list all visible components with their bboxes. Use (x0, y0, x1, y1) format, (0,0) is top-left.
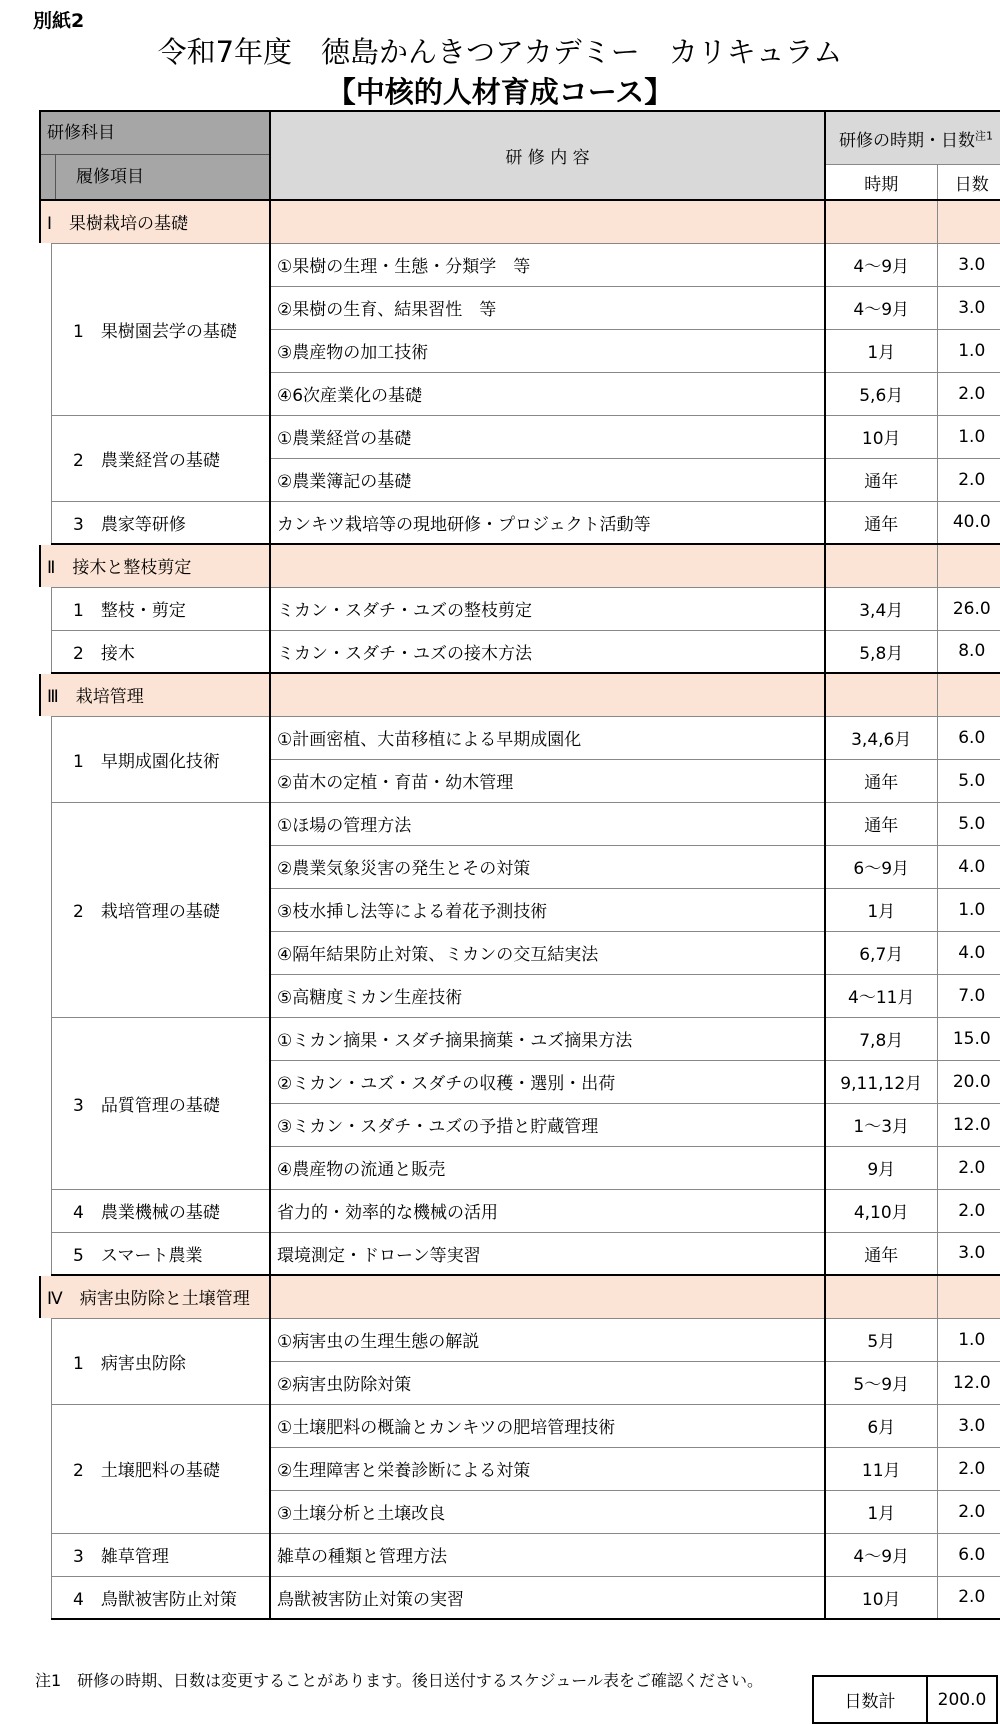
content-cell: ③土壌分析と土壌改良 (270, 1490, 825, 1533)
days-cell: 1.0 (937, 1318, 1000, 1361)
period-days-label: 研修の時期・日数 (839, 130, 975, 151)
subject-empty-cell (270, 673, 825, 716)
total-table (812, 1675, 998, 1724)
content-cell: ①病害虫の生理生態の解説 (270, 1318, 825, 1361)
period-cell: 1月 (825, 329, 937, 372)
content-cell: ②生理障害と栄養診断による対策 (270, 1447, 825, 1490)
header-row (40, 111, 1000, 165)
attachment-label: 別紙2 (33, 10, 85, 32)
content-cell: ミカン・スダチ・ユズの接木方法 (270, 630, 825, 673)
subject-empty-cell (937, 1275, 1000, 1318)
table-row (40, 1189, 1000, 1232)
table-row (40, 630, 1000, 673)
item-label: 4 鳥獣被害防止対策 (40, 1576, 270, 1619)
subject-row (40, 544, 1000, 587)
content-cell: ②病害虫防除対策 (270, 1361, 825, 1404)
content-cell: ②苗木の定植・育苗・幼木管理 (270, 759, 825, 802)
days-cell: 2.0 (937, 1490, 1000, 1533)
period-cell: 通年 (825, 759, 937, 802)
subject-empty-cell (270, 544, 825, 587)
total-label: 日数計 (813, 1676, 927, 1723)
period-cell: 5月 (825, 1318, 937, 1361)
content-cell: ミカン・スダチ・ユズの整枝剪定 (270, 587, 825, 630)
period-cell: 6月 (825, 1404, 937, 1447)
days-cell: 12.0 (937, 1103, 1000, 1146)
table-row (40, 802, 1000, 845)
subject-label: Ⅳ 病害虫防除と土壌管理 (40, 1275, 270, 1318)
content-cell: ①果樹の生理・生態・分類学 等 (270, 243, 825, 286)
days-cell: 2.0 (937, 1189, 1000, 1232)
period-cell: 4～9月 (825, 1533, 937, 1576)
item-label: 1 早期成園化技術 (40, 716, 270, 802)
days-cell: 4.0 (937, 845, 1000, 888)
content-cell: ⑤高糖度ミカン生産技術 (270, 974, 825, 1017)
days-cell: 1.0 (937, 415, 1000, 458)
content-cell: ②ミカン・ユズ・スダチの収穫・選別・出荷 (270, 1060, 825, 1103)
content-cell: ④農産物の流通と販売 (270, 1146, 825, 1189)
days-cell: 2.0 (937, 1146, 1000, 1189)
subject-row (40, 673, 1000, 716)
item-label: 1 果樹園芸学の基礎 (40, 243, 270, 415)
days-cell: 3.0 (937, 243, 1000, 286)
content-cell: 雑草の種類と管理方法 (270, 1533, 825, 1576)
period-cell: 4～9月 (825, 243, 937, 286)
days-cell: 15.0 (937, 1017, 1000, 1060)
item-label: 5 スマート農業 (40, 1232, 270, 1275)
item-label: 1 整枝・剪定 (40, 587, 270, 630)
days-cell: 8.0 (937, 630, 1000, 673)
subject-empty-cell (937, 673, 1000, 716)
content-cell: ④隔年結果防止対策、ミカンの交互結実法 (270, 931, 825, 974)
subject-row (40, 1275, 1000, 1318)
content-cell: カンキツ栽培等の現地研修・プロジェクト活動等 (270, 501, 825, 544)
subject-row (40, 200, 1000, 243)
period-cell: 通年 (825, 501, 937, 544)
period-cell: 通年 (825, 802, 937, 845)
content-cell: ①ほ場の管理方法 (270, 802, 825, 845)
period-cell: 9月 (825, 1146, 937, 1189)
content-cell: ②農業気象災害の発生とその対策 (270, 845, 825, 888)
subject-label: Ⅱ 接木と整枝剪定 (40, 544, 270, 587)
period-cell: 10月 (825, 415, 937, 458)
content-cell: ②農業簿記の基礎 (270, 458, 825, 501)
subject-empty-cell (825, 1275, 937, 1318)
days-cell: 2.0 (937, 372, 1000, 415)
period-cell: 4～11月 (825, 974, 937, 1017)
content-cell: ①計画密植、大苗移植による早期成園化 (270, 716, 825, 759)
days-cell: 12.0 (937, 1361, 1000, 1404)
note-mark: 注1 (975, 129, 993, 143)
days-cell: 7.0 (937, 974, 1000, 1017)
table-row (40, 1533, 1000, 1576)
content-cell: ①ミカン摘果・スダチ摘果摘葉・ユズ摘果方法 (270, 1017, 825, 1060)
subject-empty-cell (270, 1275, 825, 1318)
days-cell: 2.0 (937, 458, 1000, 501)
content-cell: ③ミカン・スダチ・ユズの予措と貯蔵管理 (270, 1103, 825, 1146)
item-label: 2 農業経営の基礎 (40, 415, 270, 501)
days-cell: 3.0 (937, 286, 1000, 329)
period-cell: 通年 (825, 1232, 937, 1275)
period-cell: 5,6月 (825, 372, 937, 415)
content-cell: 環境測定・ドローン等実習 (270, 1232, 825, 1275)
content-cell: ③農産物の加工技術 (270, 329, 825, 372)
period-cell: 4,10月 (825, 1189, 937, 1232)
table-row (40, 415, 1000, 458)
table-row (40, 716, 1000, 759)
period-cell: 5～9月 (825, 1361, 937, 1404)
subject-header: 研修科目 (41, 112, 269, 155)
subject-item-header (40, 111, 270, 200)
item-label: 3 農家等研修 (40, 501, 270, 544)
table-row (40, 1232, 1000, 1275)
curriculum-table (29, 110, 1000, 1620)
period-cell: 9,11,12月 (825, 1060, 937, 1103)
period-cell: 6～9月 (825, 845, 937, 888)
period-header: 時期 (825, 165, 937, 200)
table-row (40, 587, 1000, 630)
table-row (40, 243, 1000, 286)
item-label: 3 雑草管理 (40, 1533, 270, 1576)
days-cell: 2.0 (937, 1576, 1000, 1619)
period-cell: 11月 (825, 1447, 937, 1490)
subject-empty-cell (825, 200, 937, 243)
period-cell: 3,4月 (825, 587, 937, 630)
table-row (40, 1017, 1000, 1060)
days-header: 日数 (937, 165, 1000, 200)
item-label: 2 土壌肥料の基礎 (40, 1404, 270, 1533)
content-cell: 省力的・効率的な機械の活用 (270, 1189, 825, 1232)
subject-empty-cell (270, 200, 825, 243)
period-cell: 1月 (825, 1490, 937, 1533)
days-cell: 3.0 (937, 1404, 1000, 1447)
days-cell: 3.0 (937, 1232, 1000, 1275)
item-label: 3 品質管理の基礎 (40, 1017, 270, 1189)
days-cell: 4.0 (937, 931, 1000, 974)
content-cell: ④6次産業化の基礎 (270, 372, 825, 415)
table-row (40, 1318, 1000, 1361)
table-row (40, 1404, 1000, 1447)
days-cell: 20.0 (937, 1060, 1000, 1103)
period-cell: 通年 (825, 458, 937, 501)
subject-empty-cell (825, 673, 937, 716)
days-cell: 1.0 (937, 888, 1000, 931)
days-cell: 40.0 (937, 501, 1000, 544)
content-header: 研 修 内 容 (270, 111, 825, 200)
subject-empty-cell (825, 544, 937, 587)
subject-empty-cell (937, 544, 1000, 587)
item-label: 2 接木 (40, 630, 270, 673)
period-cell: 4～9月 (825, 286, 937, 329)
days-cell: 5.0 (937, 759, 1000, 802)
period-cell: 1月 (825, 888, 937, 931)
content-cell: ②果樹の生育、結果習性 等 (270, 286, 825, 329)
days-cell: 2.0 (937, 1447, 1000, 1490)
period-cell: 10月 (825, 1576, 937, 1619)
item-header: 履修項目 (55, 155, 269, 199)
content-cell: ①農業経営の基礎 (270, 415, 825, 458)
period-cell: 6,7月 (825, 931, 937, 974)
content-cell: ③枝水挿し法等による着花予測技術 (270, 888, 825, 931)
days-cell: 26.0 (937, 587, 1000, 630)
item-label: 4 農業機械の基礎 (40, 1189, 270, 1232)
item-label: 2 栽培管理の基礎 (40, 802, 270, 1017)
content-cell: 鳥獣被害防止対策の実習 (270, 1576, 825, 1619)
page-subtitle: 【中核的人材育成コース】 (326, 75, 674, 109)
total-value: 200.0 (927, 1676, 997, 1723)
period-cell: 3,4,6月 (825, 716, 937, 759)
days-cell: 6.0 (937, 1533, 1000, 1576)
page-title: 令和7年度 徳島かんきつアカデミー カリキュラム (157, 35, 843, 69)
days-cell: 5.0 (937, 802, 1000, 845)
item-label: 1 病害虫防除 (40, 1318, 270, 1404)
period-cell: 1～3月 (825, 1103, 937, 1146)
period-days-header (825, 111, 1000, 165)
subject-label: Ⅲ 栽培管理 (40, 673, 270, 716)
period-cell: 7,8月 (825, 1017, 937, 1060)
footnote: 注1 研修の時期、日数は変更することがあります。後日送付するスケジュール表をご確認ください。 (35, 1671, 763, 1690)
days-cell: 1.0 (937, 329, 1000, 372)
period-cell: 5,8月 (825, 630, 937, 673)
content-cell: ①土壌肥料の概論とカンキツの肥培管理技術 (270, 1404, 825, 1447)
table-row (40, 501, 1000, 544)
days-cell: 6.0 (937, 716, 1000, 759)
subject-empty-cell (937, 200, 1000, 243)
subject-label: Ⅰ 果樹栽培の基礎 (40, 200, 270, 243)
table-row (40, 1576, 1000, 1619)
